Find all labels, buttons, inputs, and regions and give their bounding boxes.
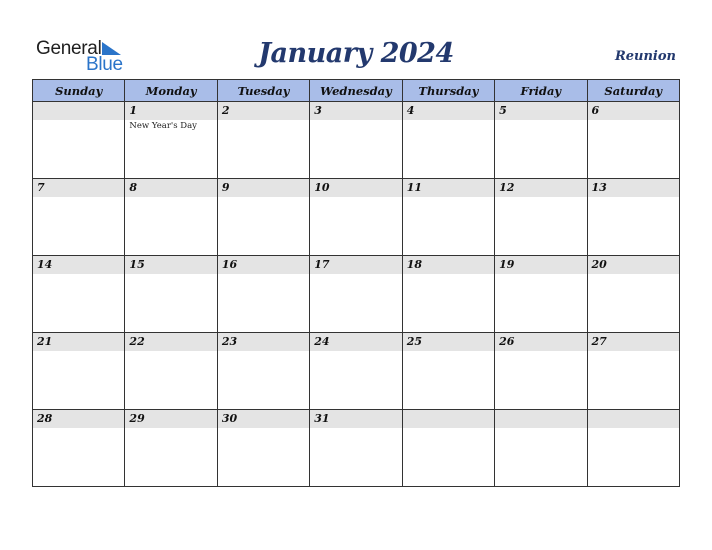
day-number: 31: [314, 412, 330, 425]
day-cell: [402, 179, 494, 256]
day-number: 9: [221, 181, 230, 194]
day-number-bar: [33, 102, 124, 120]
day-number-bar: [218, 410, 309, 428]
day-number: 29: [129, 412, 145, 425]
day-number-bar: [218, 256, 309, 274]
day-cell: [310, 333, 402, 410]
weekday-header: Monday: [125, 80, 217, 102]
day-number-bar: [403, 179, 494, 197]
day-cell: [402, 410, 494, 487]
day-number-bar: [33, 333, 124, 351]
day-number: 16: [221, 258, 238, 271]
day-number: 2: [221, 104, 230, 117]
day-number-bar: [495, 179, 586, 197]
day-number-bar: [495, 256, 586, 274]
logo: [36, 38, 128, 74]
day-number-bar: [125, 410, 216, 428]
week-row: [33, 256, 680, 333]
day-number: 14: [37, 258, 53, 271]
day-number-bar: [218, 333, 309, 351]
day-cell: [217, 102, 309, 179]
day-number-bar: [33, 410, 124, 428]
day-number-bar: [588, 179, 679, 197]
day-number-bar: [403, 410, 494, 428]
day-cell: [587, 333, 679, 410]
day-cell: [310, 102, 402, 179]
day-cell: [33, 333, 125, 410]
calendar-grid: [32, 79, 680, 487]
day-cell: [495, 333, 587, 410]
day-number: 12: [499, 181, 515, 194]
day-number: 28: [37, 412, 53, 425]
week-row: [33, 102, 680, 179]
day-number-bar: [125, 333, 216, 351]
weekday-header-row: [33, 80, 680, 102]
day-cell: [33, 102, 125, 179]
day-cell: [125, 179, 217, 256]
weekday-header: Thursday: [402, 80, 494, 102]
day-number: 23: [221, 335, 238, 348]
day-cell: [33, 179, 125, 256]
day-number-bar: [588, 410, 679, 428]
day-cell: [495, 256, 587, 333]
day-number-bar: [33, 256, 124, 274]
day-number: 20: [591, 258, 607, 271]
day-cell: [125, 333, 217, 410]
day-cell: [402, 256, 494, 333]
day-number-bar: [125, 102, 216, 120]
day-cell: [310, 410, 402, 487]
day-cell: [125, 256, 217, 333]
day-number-bar: [218, 179, 309, 197]
day-number-bar: [495, 410, 586, 428]
day-number: 7: [37, 181, 45, 194]
logo-blue-text: Blue: [86, 54, 123, 75]
day-cell: [217, 256, 309, 333]
day-cell: [495, 179, 587, 256]
day-cell: [217, 179, 309, 256]
day-number-bar: [403, 256, 494, 274]
day-number-bar: [310, 410, 401, 428]
day-number: 25: [406, 335, 422, 348]
weekday-header: Saturday: [587, 80, 679, 102]
day-number: 13: [591, 181, 607, 194]
day-number: 22: [129, 335, 145, 348]
day-number-bar: [310, 102, 401, 120]
day-number: 30: [221, 412, 238, 425]
day-number-bar: [588, 256, 679, 274]
weekday-header: Tuesday: [217, 80, 309, 102]
day-number: 18: [406, 258, 422, 271]
weekday-header: Wednesday: [310, 80, 402, 102]
week-row: [33, 179, 680, 256]
day-number-bar: [403, 102, 494, 120]
week-row: [33, 333, 680, 410]
day-number: 3: [314, 104, 322, 117]
day-number-bar: [218, 102, 309, 120]
weekday-header: Sunday: [33, 80, 125, 102]
day-number-bar: [33, 179, 124, 197]
day-number-bar: [495, 102, 586, 120]
day-number-bar: [125, 256, 216, 274]
day-number: 26: [499, 335, 515, 348]
day-cell: [495, 102, 587, 179]
day-number: 19: [499, 258, 515, 271]
day-number: 11: [406, 181, 422, 194]
day-number: 10: [314, 181, 330, 194]
day-cell: [587, 410, 679, 487]
week-row: [33, 410, 680, 487]
day-cell: [217, 410, 309, 487]
day-number: 1: [129, 104, 138, 117]
day-number-bar: [403, 333, 494, 351]
logo-general-text: General: [36, 38, 102, 59]
day-cell: [33, 256, 125, 333]
day-cell: [217, 333, 309, 410]
region-label: Reunion: [614, 49, 676, 64]
day-cell: [495, 410, 587, 487]
day-cell: [125, 102, 217, 179]
day-number-bar: [310, 333, 401, 351]
day-cell: [125, 410, 217, 487]
day-number: 6: [591, 104, 600, 117]
day-number: 24: [314, 335, 330, 348]
day-number-bar: [310, 256, 401, 274]
holiday-label: New Year's Day: [129, 121, 197, 131]
day-number: 17: [314, 258, 330, 271]
day-cell: [402, 102, 494, 179]
day-cell: [587, 256, 679, 333]
day-number-bar: [125, 179, 216, 197]
day-cell: [310, 179, 402, 256]
day-number: 27: [591, 335, 607, 348]
weekday-header: Friday: [495, 80, 587, 102]
day-cell: [402, 333, 494, 410]
day-cell: [587, 102, 679, 179]
day-number-bar: [310, 179, 401, 197]
day-number: 8: [129, 181, 138, 194]
page-title: January 2024: [258, 38, 454, 69]
day-number-bar: [588, 102, 679, 120]
day-number: 5: [499, 104, 507, 117]
day-cell: [33, 410, 125, 487]
day-cell: [587, 179, 679, 256]
day-number: 21: [37, 335, 53, 348]
day-number: 4: [406, 104, 415, 117]
day-number: 15: [129, 258, 145, 271]
day-cell: [310, 256, 402, 333]
day-number-bar: [495, 333, 586, 351]
day-number-bar: [588, 333, 679, 351]
